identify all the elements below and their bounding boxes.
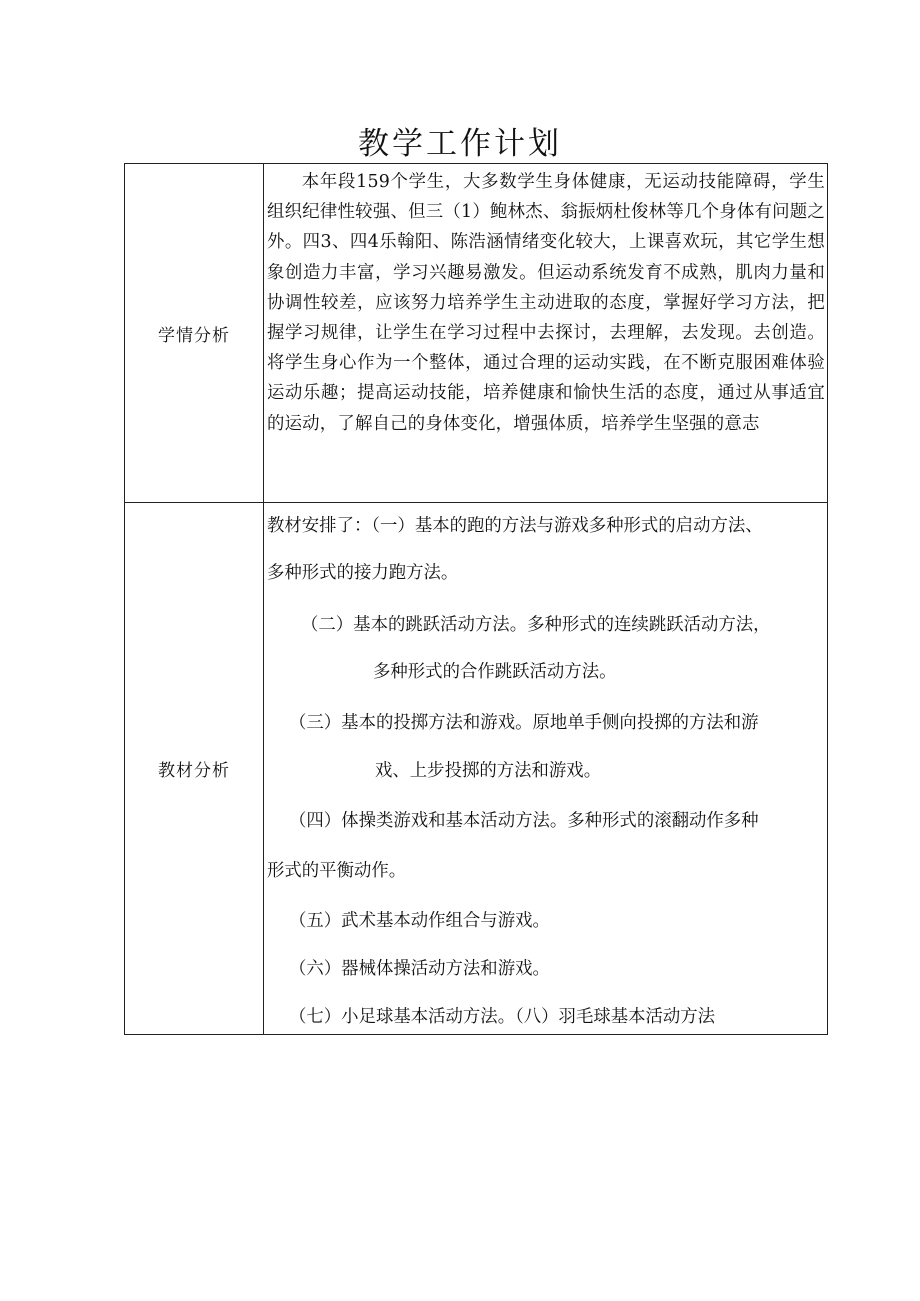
content-cell bbox=[264, 503, 828, 1035]
label-cell bbox=[125, 503, 264, 1035]
material-line: 形式的平衡动作。 bbox=[267, 861, 407, 881]
material-line: （四）体操类游戏和基本活动方法。多种形式的滚翻动作多种 bbox=[289, 811, 759, 831]
material-line: （五）武术基本动作组合与游戏。 bbox=[289, 911, 550, 931]
table-row bbox=[125, 503, 828, 1035]
material-line: 戏、上步投掷的方法和游戏。 bbox=[375, 761, 602, 781]
content-cell bbox=[264, 164, 828, 503]
table-row bbox=[125, 164, 828, 503]
material-analysis-text bbox=[264, 503, 827, 1032]
section-label-student-analysis: 学情分析 bbox=[158, 325, 230, 346]
label-cell bbox=[125, 164, 264, 503]
material-line: 多种形式的合作跳跃活动方法。 bbox=[373, 662, 617, 682]
material-line: （七）小足球基本活动方法。（八）羽毛球基本活动方法 bbox=[289, 1007, 716, 1027]
material-line: 多种形式的接力跑方法。 bbox=[267, 563, 459, 583]
material-line: （六）器械体操活动方法和游戏。 bbox=[289, 959, 550, 979]
section-label-material-analysis: 教材分析 bbox=[158, 761, 230, 781]
material-line: 教材安排了：（一）基本的跑的方法与游戏多种形式的启动方法、 bbox=[267, 516, 763, 536]
student-analysis-text: 本年段159个学生，大多数学生身体健康，无运动技能障碍，学生组织纪律性较强、但三（1）鲍林杰、翁振炳杜俊林等几个身体有问题之外。四3、四4乐翰阳、陈浩涵情绪变化较大，上课喜欢玩，其它学生想象创造力丰富，学习兴趣易激发。但运动系统发育不成熟，肌肉力量和协调性较差，应该努力培养学生主动进取的态度，掌握好学习方法，把握学习规律，让学生在学习过程中去探讨，去理解，去发现。去创造。将学生身心作为一个整体，通过合理的运动实践，在不断克服困难体验运动乐趣；提高运动技能，培养健康和愉快生活的态度，通过从事适宜的运动，了解自己的身体变化，增强体质，培养学生坚强的意志 bbox=[267, 172, 825, 434]
material-line: （二）基本的跳跃活动方法。多种形式的连续跳跃活动方法， bbox=[301, 615, 771, 635]
plan-table bbox=[124, 163, 828, 1035]
material-line: （三）基本的投掷方法和游戏。原地单手侧向投掷的方法和游 bbox=[289, 713, 759, 733]
document-title: 教学工作计划 bbox=[358, 126, 562, 162]
